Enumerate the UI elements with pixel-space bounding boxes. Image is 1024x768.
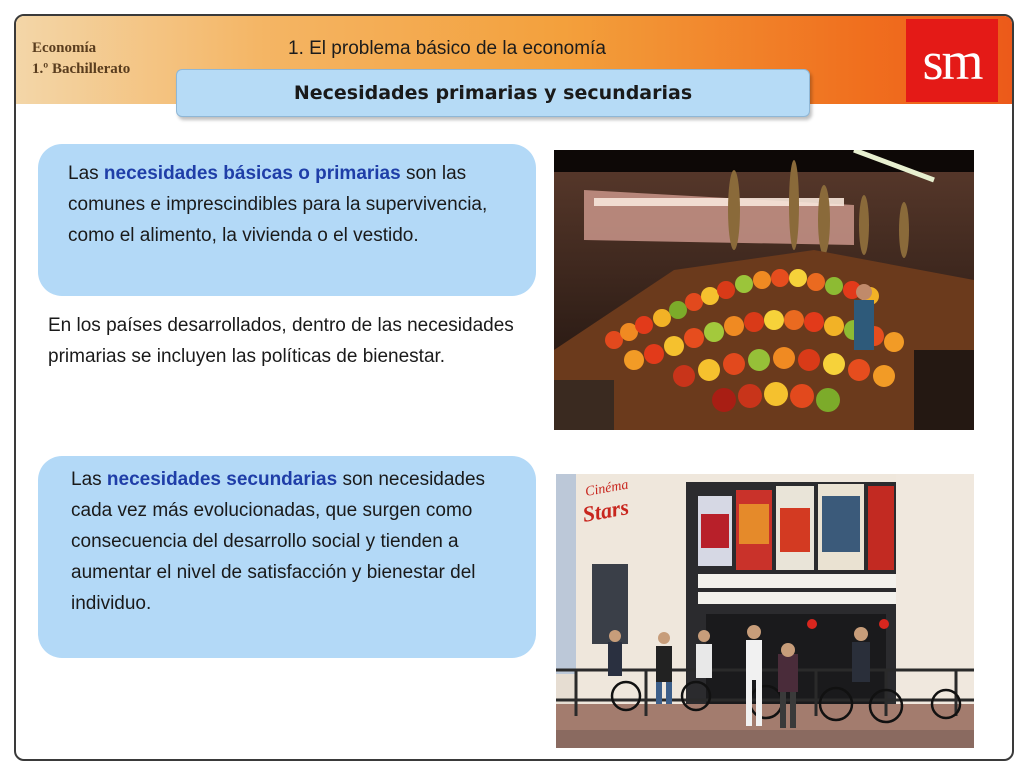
secondary-needs-prefix: Las xyxy=(71,469,107,490)
market-stall-illustration xyxy=(554,150,974,430)
cinema-photo xyxy=(556,474,974,748)
section-title: Necesidades primarias y secundarias xyxy=(293,82,693,104)
primary-needs-suffix: son las comunes e imprescindibles para la supervivencia, como el alimento, la vivienda o el vestido. xyxy=(68,163,488,246)
unit-title: 1. El problema básico de la economía xyxy=(288,38,606,59)
secondary-needs-highlight: necesidades secundarias xyxy=(106,469,338,490)
primary-needs-highlight: necesidades básicas o primarias xyxy=(103,163,401,184)
cinema-sign-line2: Stars xyxy=(580,494,631,527)
course-level: 1.º Bachillerato xyxy=(32,61,131,77)
primary-needs-note: En los países desarrollados, dentro de las necesidades primarias se incluyen las políticas de bienestar. xyxy=(48,315,514,367)
slide xyxy=(14,14,1014,761)
subject-name: Economía xyxy=(32,40,97,56)
primary-needs-prefix: Las xyxy=(68,163,104,184)
market-stall-photo xyxy=(554,150,974,430)
subject-label xyxy=(32,38,130,80)
publisher-logo xyxy=(906,19,998,102)
cinema-sign-line1: Cinéma xyxy=(584,477,630,500)
logo-text: sm xyxy=(922,30,982,91)
cinema-illustration xyxy=(556,474,974,748)
secondary-needs-suffix: son necesidades cada vez más evolucionadas, que surgen como consecuencia del desarrollo social y tienden a aumentar el nivel de satisfacción y bienestar del individuo. xyxy=(71,469,486,614)
secondary-needs-text xyxy=(71,464,523,619)
primary-needs-text xyxy=(68,158,528,251)
section-title-bar xyxy=(176,69,810,117)
